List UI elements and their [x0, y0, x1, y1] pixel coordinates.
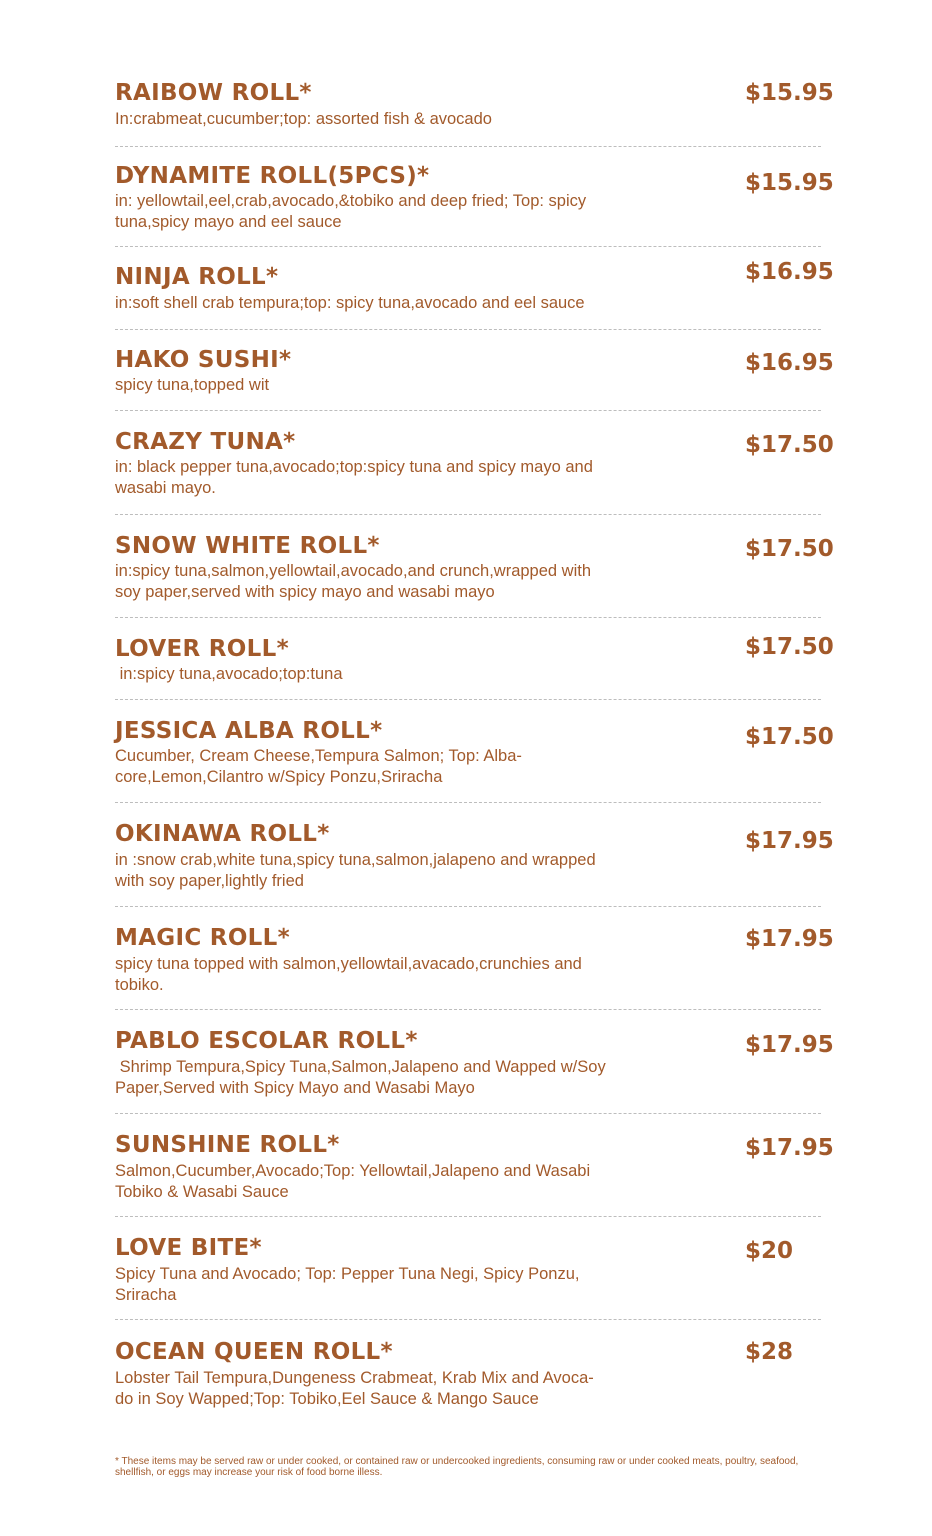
- item-price: $17.50: [745, 634, 834, 660]
- divider: [115, 146, 821, 147]
- item-price: $17.95: [745, 1135, 834, 1161]
- divider: [115, 617, 821, 618]
- item-name: MAGIC ROLL*: [115, 925, 290, 951]
- item-description: Salmon,Cucumber,Avocado;Top: Yellowtail,Jalapeno and Wasabi Tobiko & Wasabi Sauce: [115, 1162, 591, 1201]
- item-price: $16.95: [745, 259, 834, 285]
- divider: [115, 514, 821, 515]
- item-description: in:soft shell crab tempura;top: spicy tuna,avocado and eel sauce: [115, 294, 585, 312]
- item-description: in:spicy tuna,salmon,yellowtail,avocado,and crunch,wrapped with soy paper,served with spicy mayo and wasabi mayo: [115, 562, 592, 601]
- item-name: LOVE BITE*: [115, 1235, 262, 1261]
- item-description: spicy tuna,topped wit: [115, 376, 270, 394]
- divider: [115, 802, 821, 803]
- item-name: SUNSHINE ROLL*: [115, 1132, 340, 1158]
- item-name: PABLO ESCOLAR ROLL*: [115, 1028, 418, 1054]
- item-name: OCEAN QUEEN ROLL*: [115, 1339, 393, 1365]
- item-description: In:crabmeat,cucumber;top: assorted fish & avocado: [115, 110, 492, 128]
- item-name: NINJA ROLL*: [115, 264, 279, 290]
- item-description: in: yellowtail,eel,crab,avocado,&tobiko and deep fried; Top: spicy tuna,spicy mayo and eel sauce: [115, 192, 587, 231]
- food-safety-disclaimer: * These items may be served raw or under cooked, or contained raw or undercooked ingredients, consuming raw or under cooked meats, poultry, seafood, shellfish, or eggs may increase your risk of food borne illess.: [115, 1456, 799, 1478]
- item-description: Spicy Tuna and Avocado; Top: Pepper Tuna Negi, Spicy Ponzu, Sriracha: [115, 1265, 580, 1304]
- item-price: $28: [745, 1339, 794, 1365]
- item-name: HAKO SUSHI*: [115, 347, 292, 373]
- item-name: CRAZY TUNA*: [115, 429, 296, 455]
- item-price: $17.50: [745, 432, 834, 458]
- divider: [115, 246, 821, 247]
- item-price: $15.95: [745, 80, 834, 106]
- item-price: $17.50: [745, 536, 834, 562]
- divider: [115, 410, 821, 411]
- item-description: spicy tuna topped with salmon,yellowtail,avacado,crunchies and tobiko.: [115, 955, 582, 994]
- item-price: $17.50: [745, 724, 834, 750]
- divider: [115, 699, 821, 700]
- item-description: Shrimp Tempura,Spicy Tuna,Salmon,Jalapeno and Wapped w/Soy Paper,Served with Spicy Mayo and Wasabi Mayo: [115, 1058, 606, 1097]
- item-price: $17.95: [745, 1032, 834, 1058]
- divider: [115, 906, 821, 907]
- item-price: $20: [745, 1238, 794, 1264]
- divider: [115, 1216, 821, 1217]
- item-price: $15.95: [745, 170, 834, 196]
- item-description: in:spicy tuna,avocado;top:tuna: [115, 665, 343, 683]
- item-name: JESSICA ALBA ROLL*: [115, 718, 383, 744]
- item-description: in: black pepper tuna,avocado;top:spicy tuna and spicy mayo and wasabi mayo.: [115, 458, 593, 497]
- item-name: SNOW WHITE ROLL*: [115, 533, 380, 559]
- divider: [115, 1113, 821, 1114]
- item-price: $17.95: [745, 926, 834, 952]
- item-description: Cucumber, Cream Cheese,Tempura Salmon; Top: Alba- core,Lemon,Cilantro w/Spicy Ponzu,Sriracha: [115, 747, 522, 786]
- item-price: $16.95: [745, 350, 834, 376]
- divider: [115, 1319, 821, 1320]
- item-description: in :snow crab,white tuna,spicy tuna,salmon,jalapeno and wrapped with soy paper,lightly fried: [115, 851, 596, 890]
- item-description: Lobster Tail Tempura,Dungeness Crabmeat, Krab Mix and Avoca- do in Soy Wapped;Top: Tobiko,Eel Sauce & Mango Sauce: [115, 1369, 594, 1408]
- item-name: RAIBOW ROLL*: [115, 80, 312, 106]
- item-name: DYNAMITE ROLL(5PCS)*: [115, 163, 430, 189]
- divider: [115, 329, 821, 330]
- item-name: OKINAWA ROLL*: [115, 821, 330, 847]
- item-name: LOVER ROLL*: [115, 636, 289, 662]
- divider: [115, 1009, 821, 1010]
- item-price: $17.95: [745, 828, 834, 854]
